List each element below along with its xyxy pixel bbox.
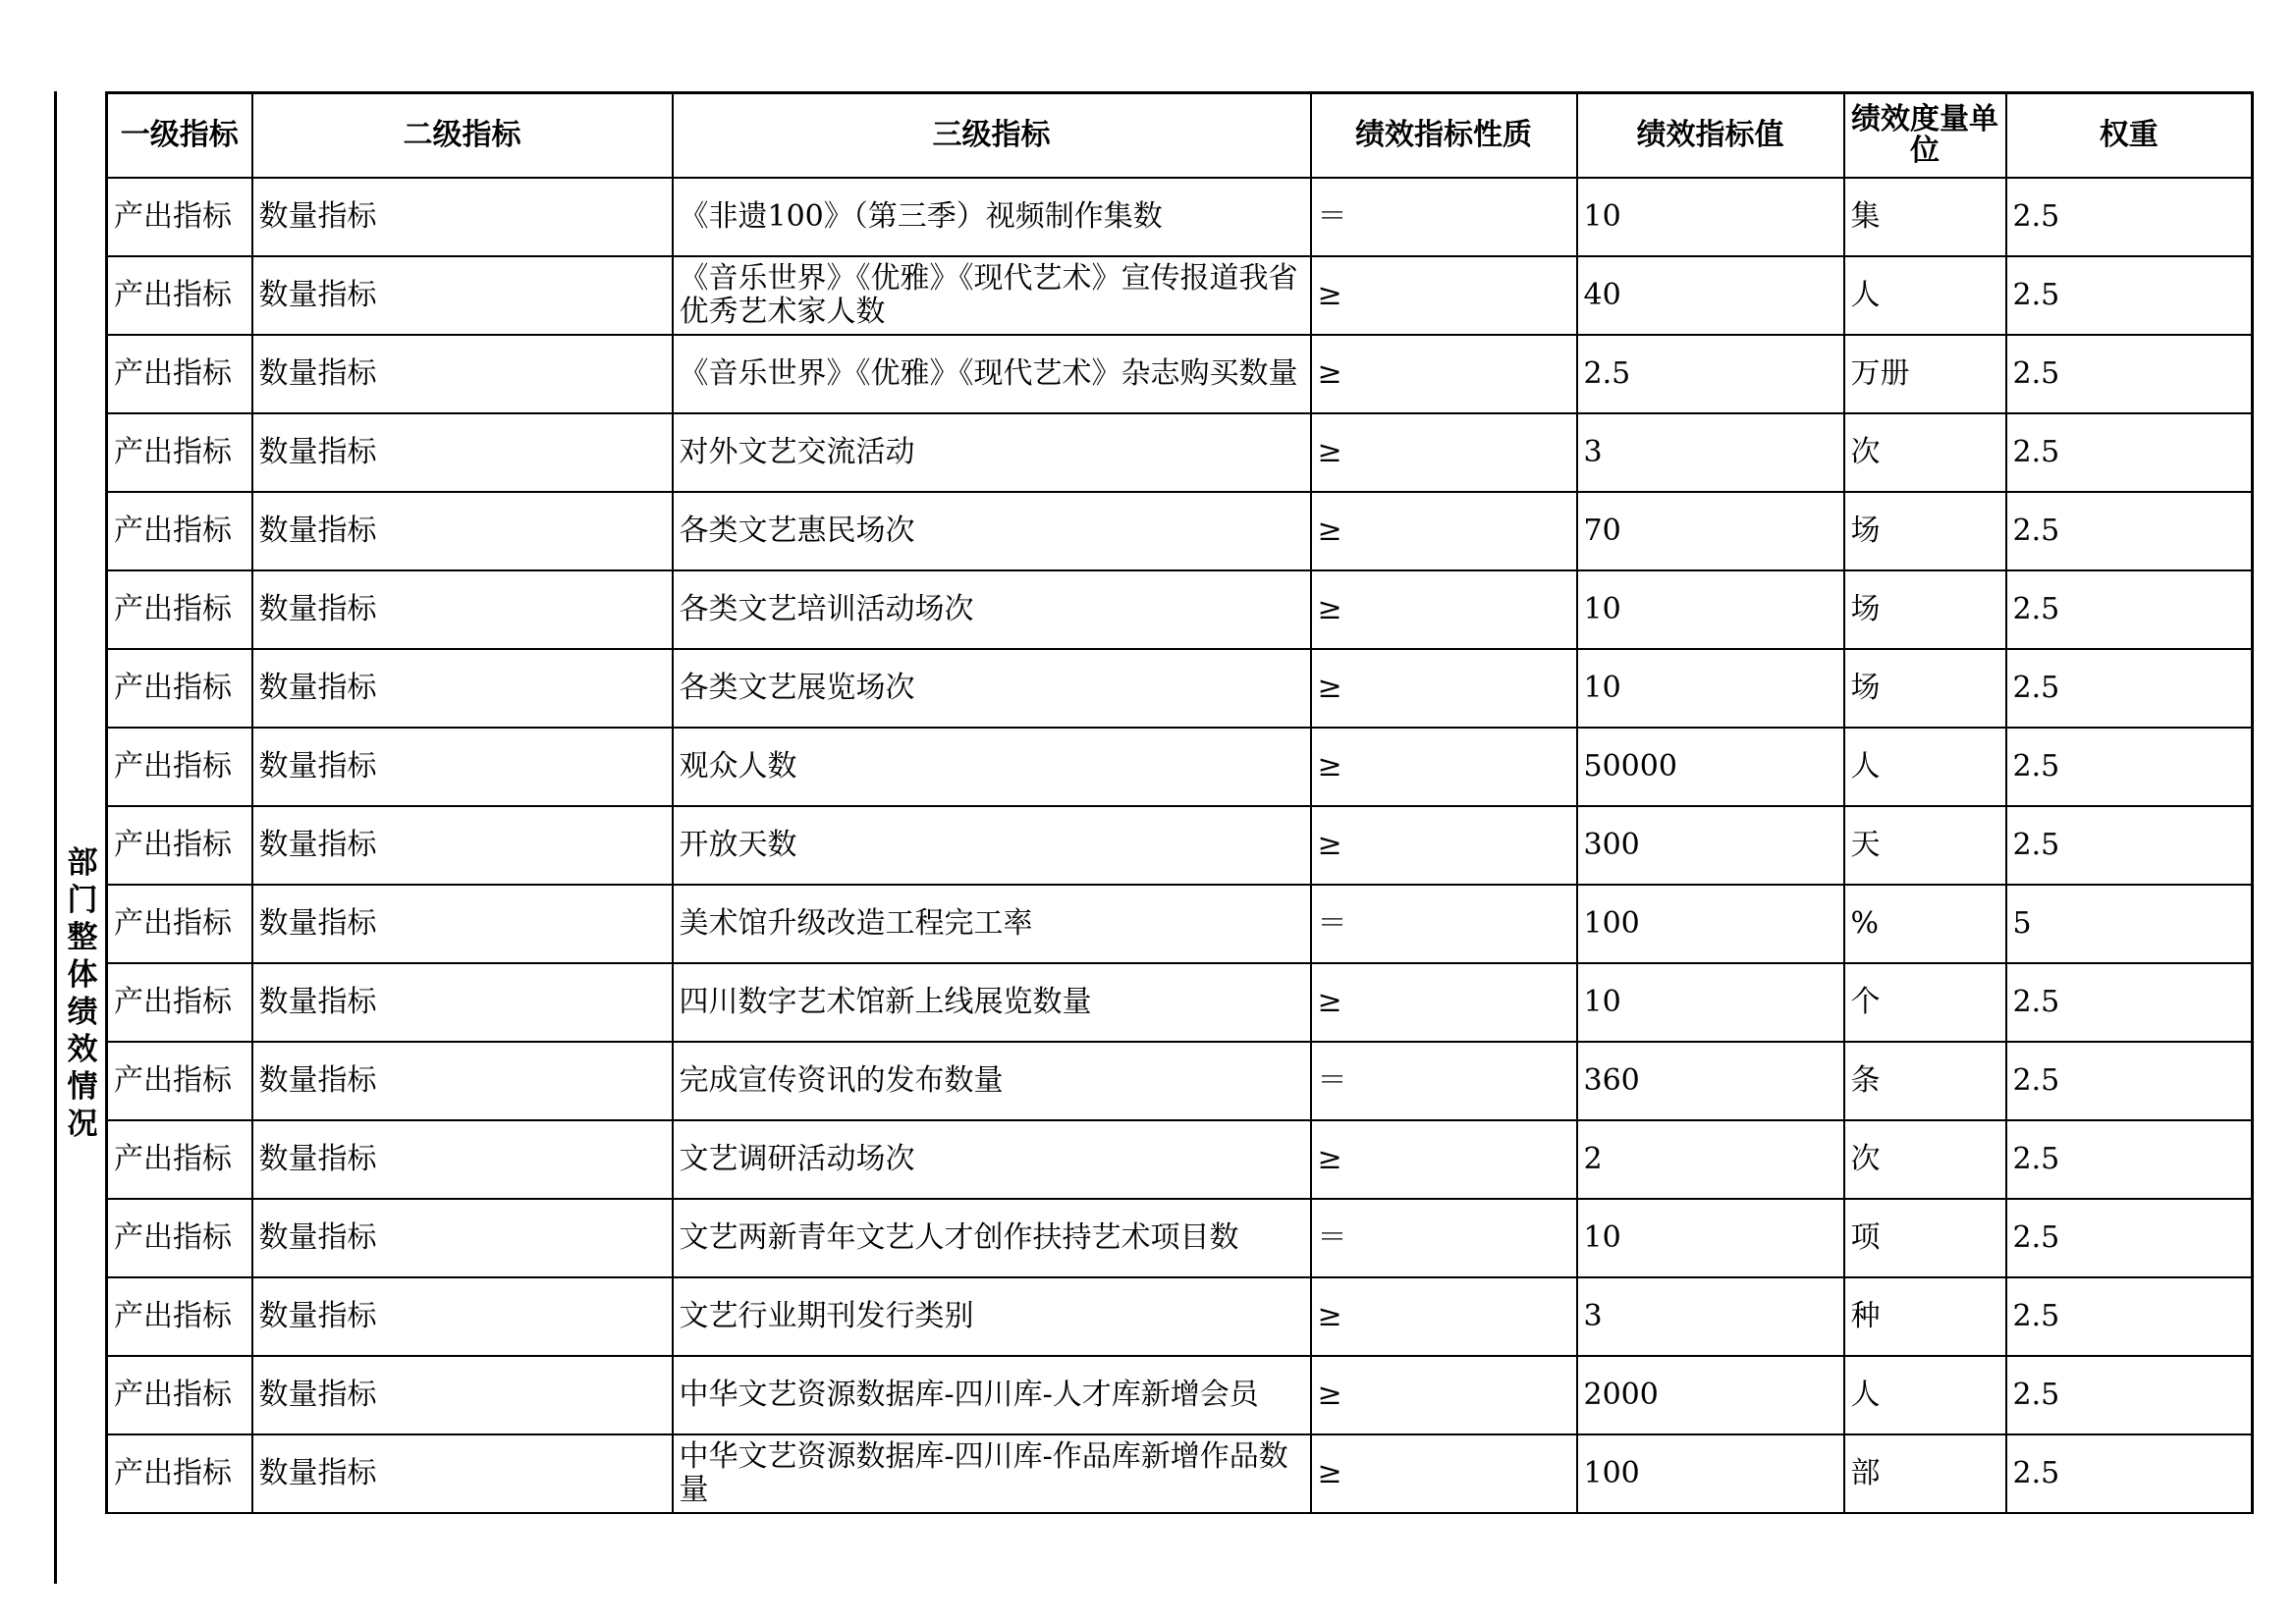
cell-level1: 产出指标 bbox=[107, 1199, 252, 1277]
cell-value: 3 bbox=[1577, 413, 1844, 492]
left-border-line bbox=[54, 91, 57, 1584]
table-row bbox=[107, 963, 2253, 1042]
cell-unit: 万册 bbox=[1844, 335, 2006, 413]
cell-nature: ≥ bbox=[1311, 1277, 1577, 1356]
cell-weight: 2.5 bbox=[2006, 570, 2253, 649]
cell-level3: 四川数字艺术馆新上线展览数量 bbox=[673, 963, 1311, 1042]
cell-unit: 项 bbox=[1844, 1199, 2006, 1277]
cell-value: 40 bbox=[1577, 256, 1844, 335]
cell-value: 100 bbox=[1577, 1434, 1844, 1513]
cell-value: 2000 bbox=[1577, 1356, 1844, 1434]
cell-level3: 《音乐世界》《优雅》《现代艺术》宣传报道我省优秀艺术家人数 bbox=[673, 256, 1311, 335]
header-row bbox=[107, 93, 2253, 178]
cell-weight: 2.5 bbox=[2006, 1277, 2253, 1356]
performance-table bbox=[105, 91, 2254, 1514]
cell-level2: 数量指标 bbox=[252, 1042, 673, 1120]
cell-level1: 产出指标 bbox=[107, 492, 252, 570]
cell-level2: 数量指标 bbox=[252, 178, 673, 256]
cell-nature: ≥ bbox=[1311, 1434, 1577, 1513]
cell-unit: 天 bbox=[1844, 806, 2006, 885]
header-level3: 三级指标 bbox=[673, 93, 1311, 178]
cell-nature: ＝ bbox=[1311, 178, 1577, 256]
cell-unit: 人 bbox=[1844, 1356, 2006, 1434]
cell-weight: 2.5 bbox=[2006, 335, 2253, 413]
cell-level3: 文艺两新青年文艺人才创作扶持艺术项目数 bbox=[673, 1199, 1311, 1277]
table-row bbox=[107, 413, 2253, 492]
cell-weight: 2.5 bbox=[2006, 728, 2253, 806]
cell-weight: 2.5 bbox=[2006, 963, 2253, 1042]
cell-level2: 数量指标 bbox=[252, 806, 673, 885]
cell-unit: 个 bbox=[1844, 963, 2006, 1042]
cell-level2: 数量指标 bbox=[252, 885, 673, 963]
table-row bbox=[107, 1199, 2253, 1277]
cell-level2: 数量指标 bbox=[252, 728, 673, 806]
cell-value: 10 bbox=[1577, 963, 1844, 1042]
cell-unit: % bbox=[1844, 885, 2006, 963]
table-row bbox=[107, 806, 2253, 885]
cell-unit: 种 bbox=[1844, 1277, 2006, 1356]
cell-value: 3 bbox=[1577, 1277, 1844, 1356]
cell-unit: 人 bbox=[1844, 256, 2006, 335]
cell-level1: 产出指标 bbox=[107, 1042, 252, 1120]
cell-weight: 5 bbox=[2006, 885, 2253, 963]
cell-unit: 条 bbox=[1844, 1042, 2006, 1120]
table-row bbox=[107, 1120, 2253, 1199]
cell-level3: 完成宣传资讯的发布数量 bbox=[673, 1042, 1311, 1120]
cell-level1: 产出指标 bbox=[107, 178, 252, 256]
cell-level3: 文艺调研活动场次 bbox=[673, 1120, 1311, 1199]
cell-weight: 2.5 bbox=[2006, 1042, 2253, 1120]
cell-value: 50000 bbox=[1577, 728, 1844, 806]
cell-nature: ＝ bbox=[1311, 1042, 1577, 1120]
cell-level3: 中华文艺资源数据库-四川库-作品库新增作品数量 bbox=[673, 1434, 1311, 1513]
cell-level1: 产出指标 bbox=[107, 1120, 252, 1199]
table-row bbox=[107, 335, 2253, 413]
header-weight: 权重 bbox=[2006, 93, 2253, 178]
cell-value: 360 bbox=[1577, 1042, 1844, 1120]
table-row bbox=[107, 728, 2253, 806]
table-row bbox=[107, 1356, 2253, 1434]
section-label: 部门整体绩效情况 bbox=[67, 845, 98, 1142]
cell-nature: ≥ bbox=[1311, 806, 1577, 885]
cell-nature: ＝ bbox=[1311, 885, 1577, 963]
cell-weight: 2.5 bbox=[2006, 806, 2253, 885]
header-nature: 绩效指标性质 bbox=[1311, 93, 1577, 178]
cell-level3: 各类文艺展览场次 bbox=[673, 649, 1311, 728]
cell-value: 10 bbox=[1577, 1199, 1844, 1277]
cell-level1: 产出指标 bbox=[107, 256, 252, 335]
cell-value: 100 bbox=[1577, 885, 1844, 963]
cell-nature: ≥ bbox=[1311, 492, 1577, 570]
cell-level3: 《音乐世界》《优雅》《现代艺术》杂志购买数量 bbox=[673, 335, 1311, 413]
table-body bbox=[107, 178, 2253, 1513]
cell-level3: 观众人数 bbox=[673, 728, 1311, 806]
cell-level3: 文艺行业期刊发行类别 bbox=[673, 1277, 1311, 1356]
cell-unit: 集 bbox=[1844, 178, 2006, 256]
cell-level2: 数量指标 bbox=[252, 413, 673, 492]
table-row bbox=[107, 256, 2253, 335]
cell-nature: ≥ bbox=[1311, 570, 1577, 649]
cell-level1: 产出指标 bbox=[107, 570, 252, 649]
cell-weight: 2.5 bbox=[2006, 413, 2253, 492]
cell-weight: 2.5 bbox=[2006, 1120, 2253, 1199]
cell-level2: 数量指标 bbox=[252, 1120, 673, 1199]
cell-nature: ≥ bbox=[1311, 256, 1577, 335]
cell-weight: 2.5 bbox=[2006, 649, 2253, 728]
cell-nature: ≥ bbox=[1311, 335, 1577, 413]
cell-value: 300 bbox=[1577, 806, 1844, 885]
cell-level1: 产出指标 bbox=[107, 335, 252, 413]
cell-level1: 产出指标 bbox=[107, 1434, 252, 1513]
table-row bbox=[107, 492, 2253, 570]
cell-unit: 场 bbox=[1844, 649, 2006, 728]
cell-value: 10 bbox=[1577, 649, 1844, 728]
table-row bbox=[107, 570, 2253, 649]
cell-level1: 产出指标 bbox=[107, 806, 252, 885]
cell-level1: 产出指标 bbox=[107, 728, 252, 806]
cell-level3: 《非遗100》（第三季）视频制作集数 bbox=[673, 178, 1311, 256]
cell-unit: 部 bbox=[1844, 1434, 2006, 1513]
cell-nature: ≥ bbox=[1311, 963, 1577, 1042]
cell-unit: 次 bbox=[1844, 1120, 2006, 1199]
cell-weight: 2.5 bbox=[2006, 1356, 2253, 1434]
cell-level3: 开放天数 bbox=[673, 806, 1311, 885]
cell-nature: ＝ bbox=[1311, 1199, 1577, 1277]
table-row bbox=[107, 1277, 2253, 1356]
cell-level1: 产出指标 bbox=[107, 885, 252, 963]
cell-level1: 产出指标 bbox=[107, 413, 252, 492]
cell-weight: 2.5 bbox=[2006, 256, 2253, 335]
cell-value: 2 bbox=[1577, 1120, 1844, 1199]
table-row bbox=[107, 649, 2253, 728]
cell-unit: 场 bbox=[1844, 570, 2006, 649]
cell-level3: 中华文艺资源数据库-四川库-人才库新增会员 bbox=[673, 1356, 1311, 1434]
cell-nature: ≥ bbox=[1311, 413, 1577, 492]
cell-unit: 场 bbox=[1844, 492, 2006, 570]
cell-value: 10 bbox=[1577, 178, 1844, 256]
header-value: 绩效指标值 bbox=[1577, 93, 1844, 178]
cell-level2: 数量指标 bbox=[252, 1434, 673, 1513]
header-level1: 一级指标 bbox=[107, 93, 252, 178]
cell-unit: 次 bbox=[1844, 413, 2006, 492]
cell-level3: 各类文艺惠民场次 bbox=[673, 492, 1311, 570]
cell-level2: 数量指标 bbox=[252, 570, 673, 649]
cell-unit: 人 bbox=[1844, 728, 2006, 806]
cell-level1: 产出指标 bbox=[107, 1356, 252, 1434]
cell-level2: 数量指标 bbox=[252, 1277, 673, 1356]
cell-level2: 数量指标 bbox=[252, 963, 673, 1042]
cell-weight: 2.5 bbox=[2006, 1434, 2253, 1513]
cell-level2: 数量指标 bbox=[252, 1356, 673, 1434]
cell-weight: 2.5 bbox=[2006, 492, 2253, 570]
table-row bbox=[107, 1434, 2253, 1513]
table-row bbox=[107, 178, 2253, 256]
cell-level2: 数量指标 bbox=[252, 649, 673, 728]
cell-nature: ≥ bbox=[1311, 728, 1577, 806]
header-unit: 绩效度量单位 bbox=[1844, 93, 2006, 178]
cell-nature: ≥ bbox=[1311, 1120, 1577, 1199]
cell-level3: 各类文艺培训活动场次 bbox=[673, 570, 1311, 649]
cell-level3: 对外文艺交流活动 bbox=[673, 413, 1311, 492]
cell-nature: ≥ bbox=[1311, 1356, 1577, 1434]
cell-weight: 2.5 bbox=[2006, 178, 2253, 256]
cell-weight: 2.5 bbox=[2006, 1199, 2253, 1277]
cell-nature: ≥ bbox=[1311, 649, 1577, 728]
cell-level1: 产出指标 bbox=[107, 1277, 252, 1356]
cell-value: 2.5 bbox=[1577, 335, 1844, 413]
cell-level2: 数量指标 bbox=[252, 492, 673, 570]
cell-value: 10 bbox=[1577, 570, 1844, 649]
cell-level1: 产出指标 bbox=[107, 649, 252, 728]
cell-level2: 数量指标 bbox=[252, 1199, 673, 1277]
cell-level3: 美术馆升级改造工程完工率 bbox=[673, 885, 1311, 963]
cell-value: 70 bbox=[1577, 492, 1844, 570]
cell-level2: 数量指标 bbox=[252, 256, 673, 335]
cell-level2: 数量指标 bbox=[252, 335, 673, 413]
table-row bbox=[107, 1042, 2253, 1120]
header-level2: 二级指标 bbox=[252, 93, 673, 178]
cell-level1: 产出指标 bbox=[107, 963, 252, 1042]
table-row bbox=[107, 885, 2253, 963]
